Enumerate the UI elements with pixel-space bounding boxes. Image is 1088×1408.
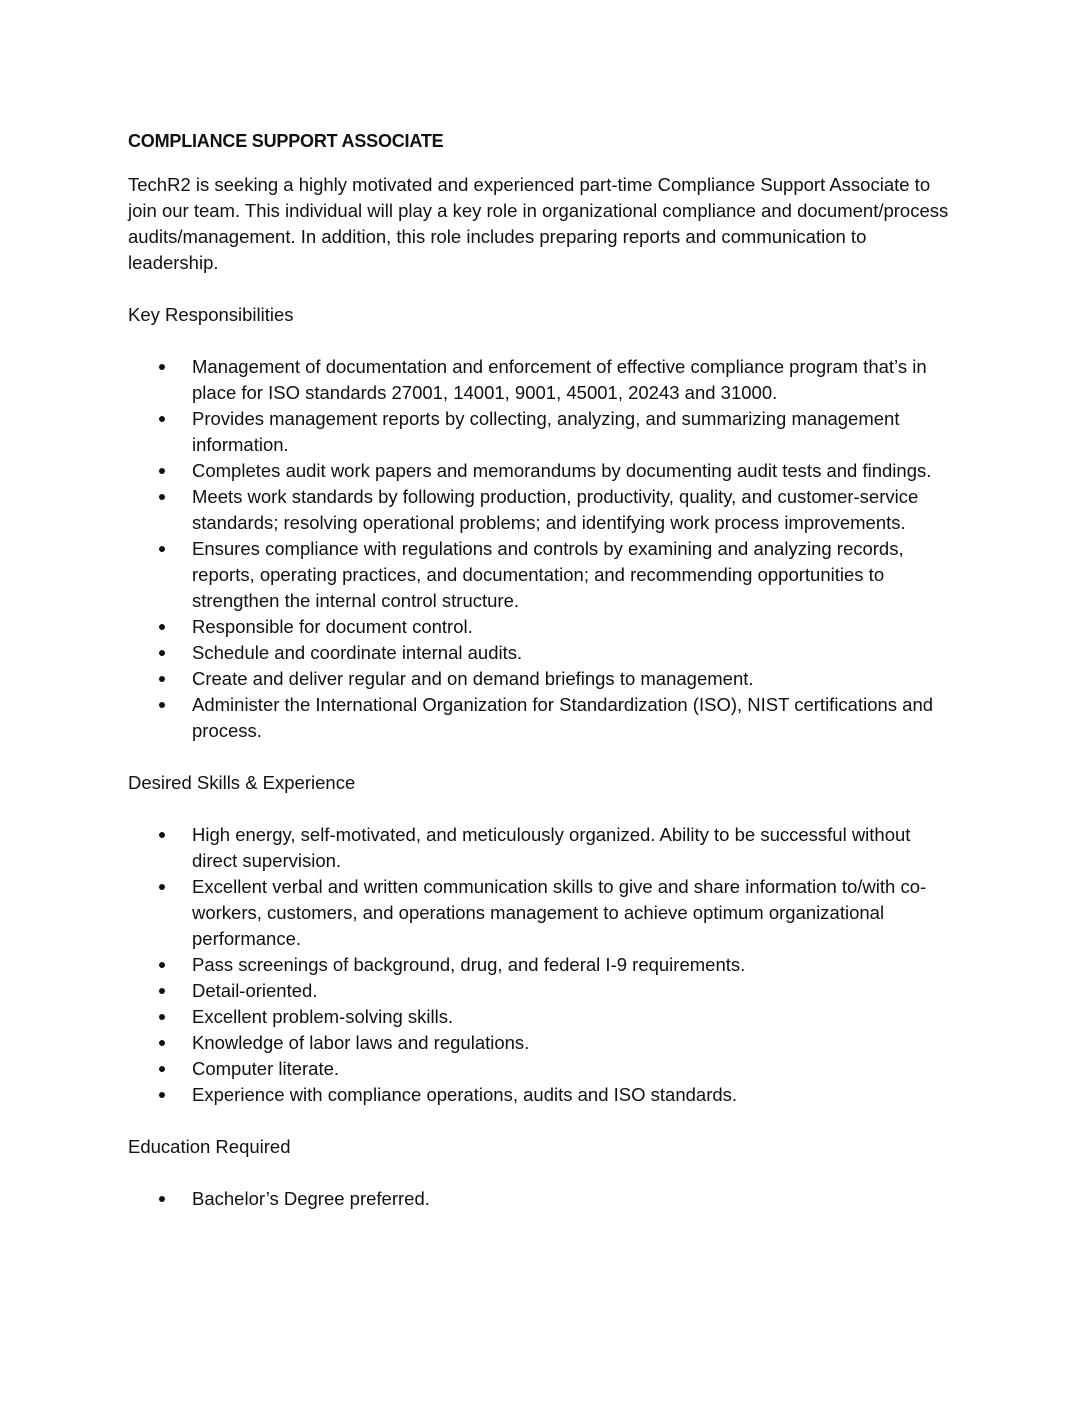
list-item — [128, 822, 958, 874]
list-item-text: Ensures compliance with regulations and controls by examining and analyzing records, reports, operating practices, and documentation; and recommending opportunities to strengthen the internal control structure. — [192, 538, 904, 611]
bullet-icon — [159, 1196, 165, 1202]
list-item-text: Responsible for document control. — [192, 616, 473, 637]
bullet-icon — [159, 1092, 165, 1098]
list-item — [128, 1004, 958, 1030]
bullet-icon — [159, 364, 165, 370]
list-item — [128, 874, 958, 952]
bullet-icon — [159, 676, 165, 682]
list-item-text: Pass screenings of background, drug, and federal I-9 requirements. — [192, 954, 746, 975]
bullet-icon — [159, 884, 165, 890]
list-item-text: Administer the International Organization for Standardization (ISO), NIST certifications and process. — [192, 694, 934, 741]
list-item-text: Schedule and coordinate internal audits. — [192, 642, 523, 663]
list-item — [128, 614, 958, 640]
bullet-icon — [159, 702, 165, 708]
bullet-icon — [159, 962, 165, 968]
bullet-icon — [159, 1040, 165, 1046]
list-item-text: Excellent problem-solving skills. — [192, 1006, 454, 1027]
list-item — [128, 484, 958, 536]
list-item-text: Computer literate. — [192, 1058, 340, 1079]
list-item-text: High energy, self-motivated, and meticulously organized. Ability to be successful without direct supervision. — [192, 824, 911, 871]
bullet-icon — [159, 416, 165, 422]
bullet-icon — [159, 546, 165, 552]
job-description-page — [128, 128, 958, 1238]
bullet-icon — [159, 468, 165, 474]
list-item — [128, 640, 958, 666]
bullet-icon — [159, 1014, 165, 1020]
list-item — [128, 1186, 958, 1212]
list-item-text: Completes audit work papers and memorandums by documenting audit tests and findings. — [192, 460, 932, 481]
list-item-text: Bachelor’s Degree preferred. — [192, 1188, 430, 1209]
list-item — [128, 952, 958, 978]
list-item — [128, 978, 958, 1004]
list-item — [128, 406, 958, 458]
list-item-text: Management of documentation and enforcement of effective compliance program that’s in place for ISO standards 27001, 14001, 9001, 45001, 20243 and 31000. — [192, 356, 927, 403]
bullet-icon — [159, 624, 165, 630]
responsibilities-heading: Key Responsibilities — [128, 304, 294, 325]
list-item — [128, 458, 958, 484]
bullet-icon — [159, 832, 165, 838]
list-item-text: Experience with compliance operations, audits and ISO standards. — [192, 1084, 738, 1105]
responsibilities-list — [128, 354, 958, 744]
bullet-icon — [159, 494, 165, 500]
education-list — [128, 1186, 958, 1212]
job-title: COMPLIANCE SUPPORT ASSOCIATE — [128, 131, 444, 151]
list-item-text: Meets work standards by following production, productivity, quality, and customer-service standards; resolving operational problems; and identifying work process improvements. — [192, 486, 919, 533]
intro-paragraph: TechR2 is seeking a highly motivated and experienced part-time Compliance Support Associate to join our team. This individual will play a key role in organizational compliance and document/process audits/management. In addition, this role includes preparing reports and communication to leadership. — [128, 174, 949, 273]
list-item-text: Create and deliver regular and on demand briefings to management. — [192, 668, 754, 689]
skills-list — [128, 822, 958, 1108]
bullet-icon — [159, 988, 165, 994]
bullet-icon — [159, 1066, 165, 1072]
list-item — [128, 354, 958, 406]
bullet-icon — [159, 650, 165, 656]
list-item — [128, 666, 958, 692]
list-item — [128, 692, 958, 744]
list-item-text: Excellent verbal and written communication skills to give and share information to/with co-workers, customers, and operations management to achieve optimum organizational performance. — [192, 876, 927, 949]
list-item — [128, 536, 958, 614]
list-item-text: Detail-oriented. — [192, 980, 318, 1001]
list-item — [128, 1056, 958, 1082]
list-item — [128, 1082, 958, 1108]
list-item — [128, 1030, 958, 1056]
education-heading: Education Required — [128, 1136, 291, 1157]
list-item-text: Knowledge of labor laws and regulations. — [192, 1032, 530, 1053]
list-item-text: Provides management reports by collecting, analyzing, and summarizing management information. — [192, 408, 900, 455]
skills-heading: Desired Skills & Experience — [128, 772, 356, 793]
